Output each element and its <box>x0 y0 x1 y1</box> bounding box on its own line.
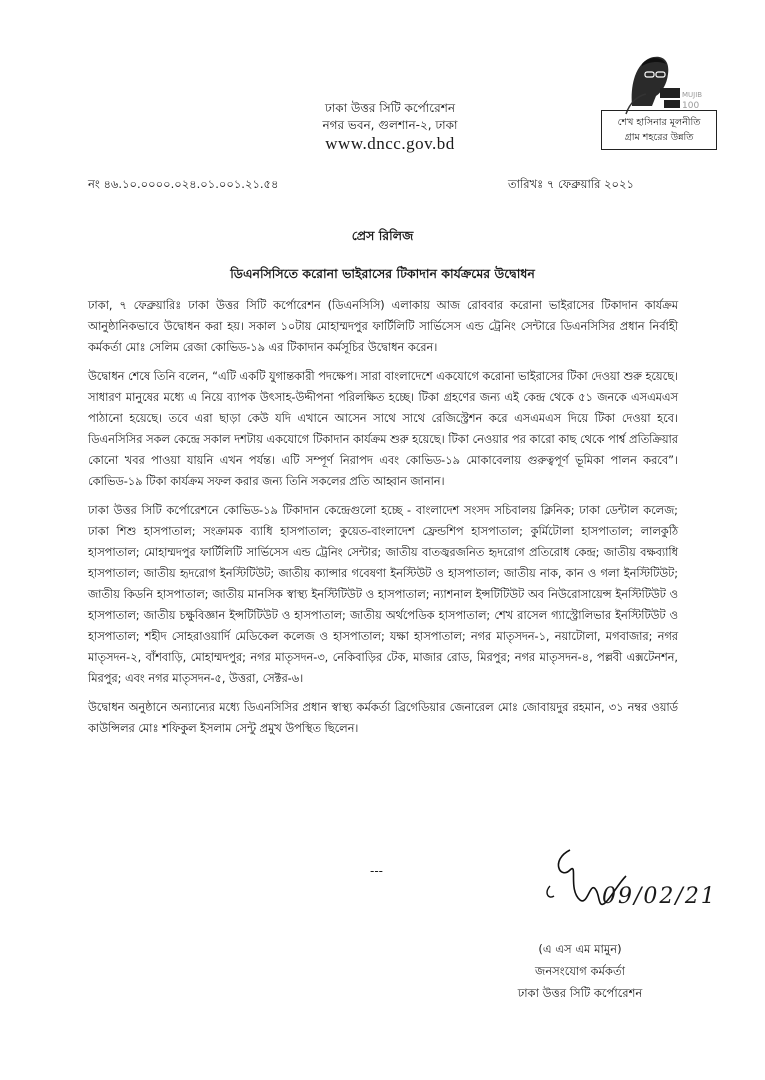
memo-number: নং ৪৬.১০.০০০০.০২৪.০১.০০১.২১.৫৪ <box>88 177 279 191</box>
svg-text:100: 100 <box>682 101 700 111</box>
headline: ডিএনসিসিতে করোনা ভাইরাসের টিকাদান কার্যক্রমের উদ্বোধন <box>230 266 535 281</box>
website-link[interactable]: www.dncc.gov.bd <box>325 134 455 153</box>
paragraph: উদ্বোধন অনুষ্ঠানে অন্যান্যের মধ্যে ডিএনসিসির প্রধান স্বাস্থ্য কর্মকর্তা ব্রিগেডিয়ার জেনারেল মোঃ জোবায়দুর রহমান, ৩১ নম্বর ওয়ার্ড কাউন্সিলর মোঃ শফিকুল ইসলাম সেন্টু প্রমুখ উপস্থিত ছিলেন। <box>88 701 678 735</box>
paragraph: ঢাকা উত্তর সিটি কর্পোরেশনে কোভিড-১৯ টিকাদান কেন্দ্রেগুলো হচ্ছে - বাংলাদেশ সংসদ সচিবালয় ক্লিনিক; ঢাকা ডেন্টাল কলেজ; ঢাকা শিশু হাসপাতাল; সংক্রামক ব্যাধি হাসপাতাল; কুয়েত-বাংলাদেশ ফ্রেন্ডশিপ হাসপাতাল; কুর্মিটোলা হাসপাতাল; লালকুঠি হাসপাতাল; মোহাম্মদপুর ফার্টিলিটি সার্ভিসেস এন্ড ট্রেনিং সেন্টার; জাতীয় বাতজ্বরজনিত হৃদরোগ প্রতিরোধ কেন্দ্র; জাতীয় বক্ষব্যাধি হাসপাতাল; জাতীয় হৃদরোগ ইনস্টিটিউট; জাতীয় ক্যান্সার গবেষণা ইনস্টিউট ও হাসপাতাল; জাতীয় নাক, কান ও গলা ইনস্টিটিউট; জাতীয় কিডনি হাসপাতাল; জাতীয় মানসিক স্বাস্থ্য ইনস্টিটিউট ও হাসপাতাল; ন্যাশনাল ইন্সটিটিউট অব নিউরোসায়েন্স ইনস্টিটিউট ও হাসপাতাল; জাতীয় চক্ষুবিজ্ঞান ইন্সটিটিউট ও হাসপাতাল; জাতীয় অর্থপেডিক হাসপাতাল; শেখ রাসেল গ্যাস্ট্রোলিভার ইনস্টিটিউট ও হাসপাতাল; শহীদ সোহরাওয়ার্দি মেডিকেল কলেজ ও হাসপাতাল; যক্ষা হাসপাতাল; নগর মাতৃসদন-১, নয়াটোলা, মগবাজার; নগর মাতৃসদন-২, বাঁশবাড়ি, মোহাম্মদপুর; নগর মাতৃসদন-৩, নেকিবাড়ির টেক, মাজার রোড, মিরপুর; নগর মাতৃসদন-৪, পল্লবী এক্সটেনশন, মিরপুর; এবং নগর মাতৃসদন-৫, উত্তরা, সেক্টর-৬। <box>88 504 678 685</box>
motto-line-1: শেখ হাসিনার মূলনীতি <box>617 117 701 128</box>
signatory-designation: জনসংযোগ কর্মকর্তা <box>535 964 625 978</box>
paragraph: উদ্বোধন শেষে তিনি বলেন, “এটি একটি যুগান্তকারী পদক্ষেপ। সারা বাংলাদেশে একযোগে করোনা ভাইরাসের টিকা দেওয়া শুরু হয়েছে। সাধারণ মানুষের মধ্যে এ নিয়ে ব্যাপক উৎসাহ-উদ্দীপনা পরিলক্ষিত হচ্ছে। টিকা গ্রহণের জন্য এই কেন্দ্র থেকে ৫১ জনকে এসএমএস পাঠানো হয়েছে। তবে এরা ছাড়া কেউ যদি এখানে আসেন সাথে সাথে রেজিস্ট্রেশন করে এসএমএস দিয়ে টিকা দেওয়া হবে। ডিএনসিসির সকল কেন্দ্রে সকাল দশটায় একযোগে টিকাদান কার্যক্রম শুরু হয়েছে। টিকা নেওয়ার পর কারো কাছ থেকে পার্শ্ব প্রতিক্রিয়ার কোনো খবর পাওয়া যায়নি এখন পর্যন্ত। এটি সম্পূর্ণ নিরাপদ এবং কোভিড-১৯ মোকাবেলায় গুরুত্বপূর্ণ ভূমিকা পালন করবে”। কোভিড-১৯ টিকা কার্যক্রম সফল করার জন্য তিনি সকলের প্রতি আহ্বান জানান। <box>88 370 678 488</box>
motto-line-2: গ্রাম শহরের উন্নতি <box>624 132 694 143</box>
separator: --- <box>370 864 383 878</box>
body-text <box>88 295 678 747</box>
letterhead <box>270 100 510 152</box>
sign-block <box>470 938 690 1004</box>
signatory-organization: ঢাকা উত্তর সিটি কর্পোরেশন <box>517 986 643 1000</box>
mujib-100-logo-icon <box>612 44 702 116</box>
org-address: নগর ভবন, গুলশান-২, ঢাকা <box>322 118 458 132</box>
signature <box>540 840 730 930</box>
org-name: ঢাকা উত্তর সিটি কর্পোরেশন <box>325 101 455 115</box>
press-release-title: প্রেস রিলিজ <box>351 228 414 243</box>
motto-box <box>601 110 717 150</box>
signature-date: 09/02/21 <box>602 884 717 909</box>
signatory-name: (এ এস এম মামুন) <box>538 942 622 956</box>
paragraph: ঢাকা, ৭ ফেব্রুয়ারিঃ ঢাকা উত্তর সিটি কর্পোরেশন (ডিএনসিসি) এলাকায় আজ রোববার করোনা ভাইরাসের টিকাদান কার্যক্রম আনুষ্ঠানিকভাবে উদ্বোধন করা হয়। সকাল ১০টায় মোহাম্মদপুর ফার্টিলিটি সার্ভিসেস এন্ড ট্রেনিং সেন্টারে ডিএনসিসির প্রধান নির্বাহী কর্মকর্তা মোঃ সেলিম রেজা কোভিড-১৯ এর টিকাদান কর্মসূচির উদ্বোধন করেন। <box>88 299 678 354</box>
svg-text:MUJIB: MUJIB <box>682 91 702 99</box>
memo-date: তারিখঃ ৭ ফেব্রুয়ারি ২০২১ <box>508 177 634 191</box>
